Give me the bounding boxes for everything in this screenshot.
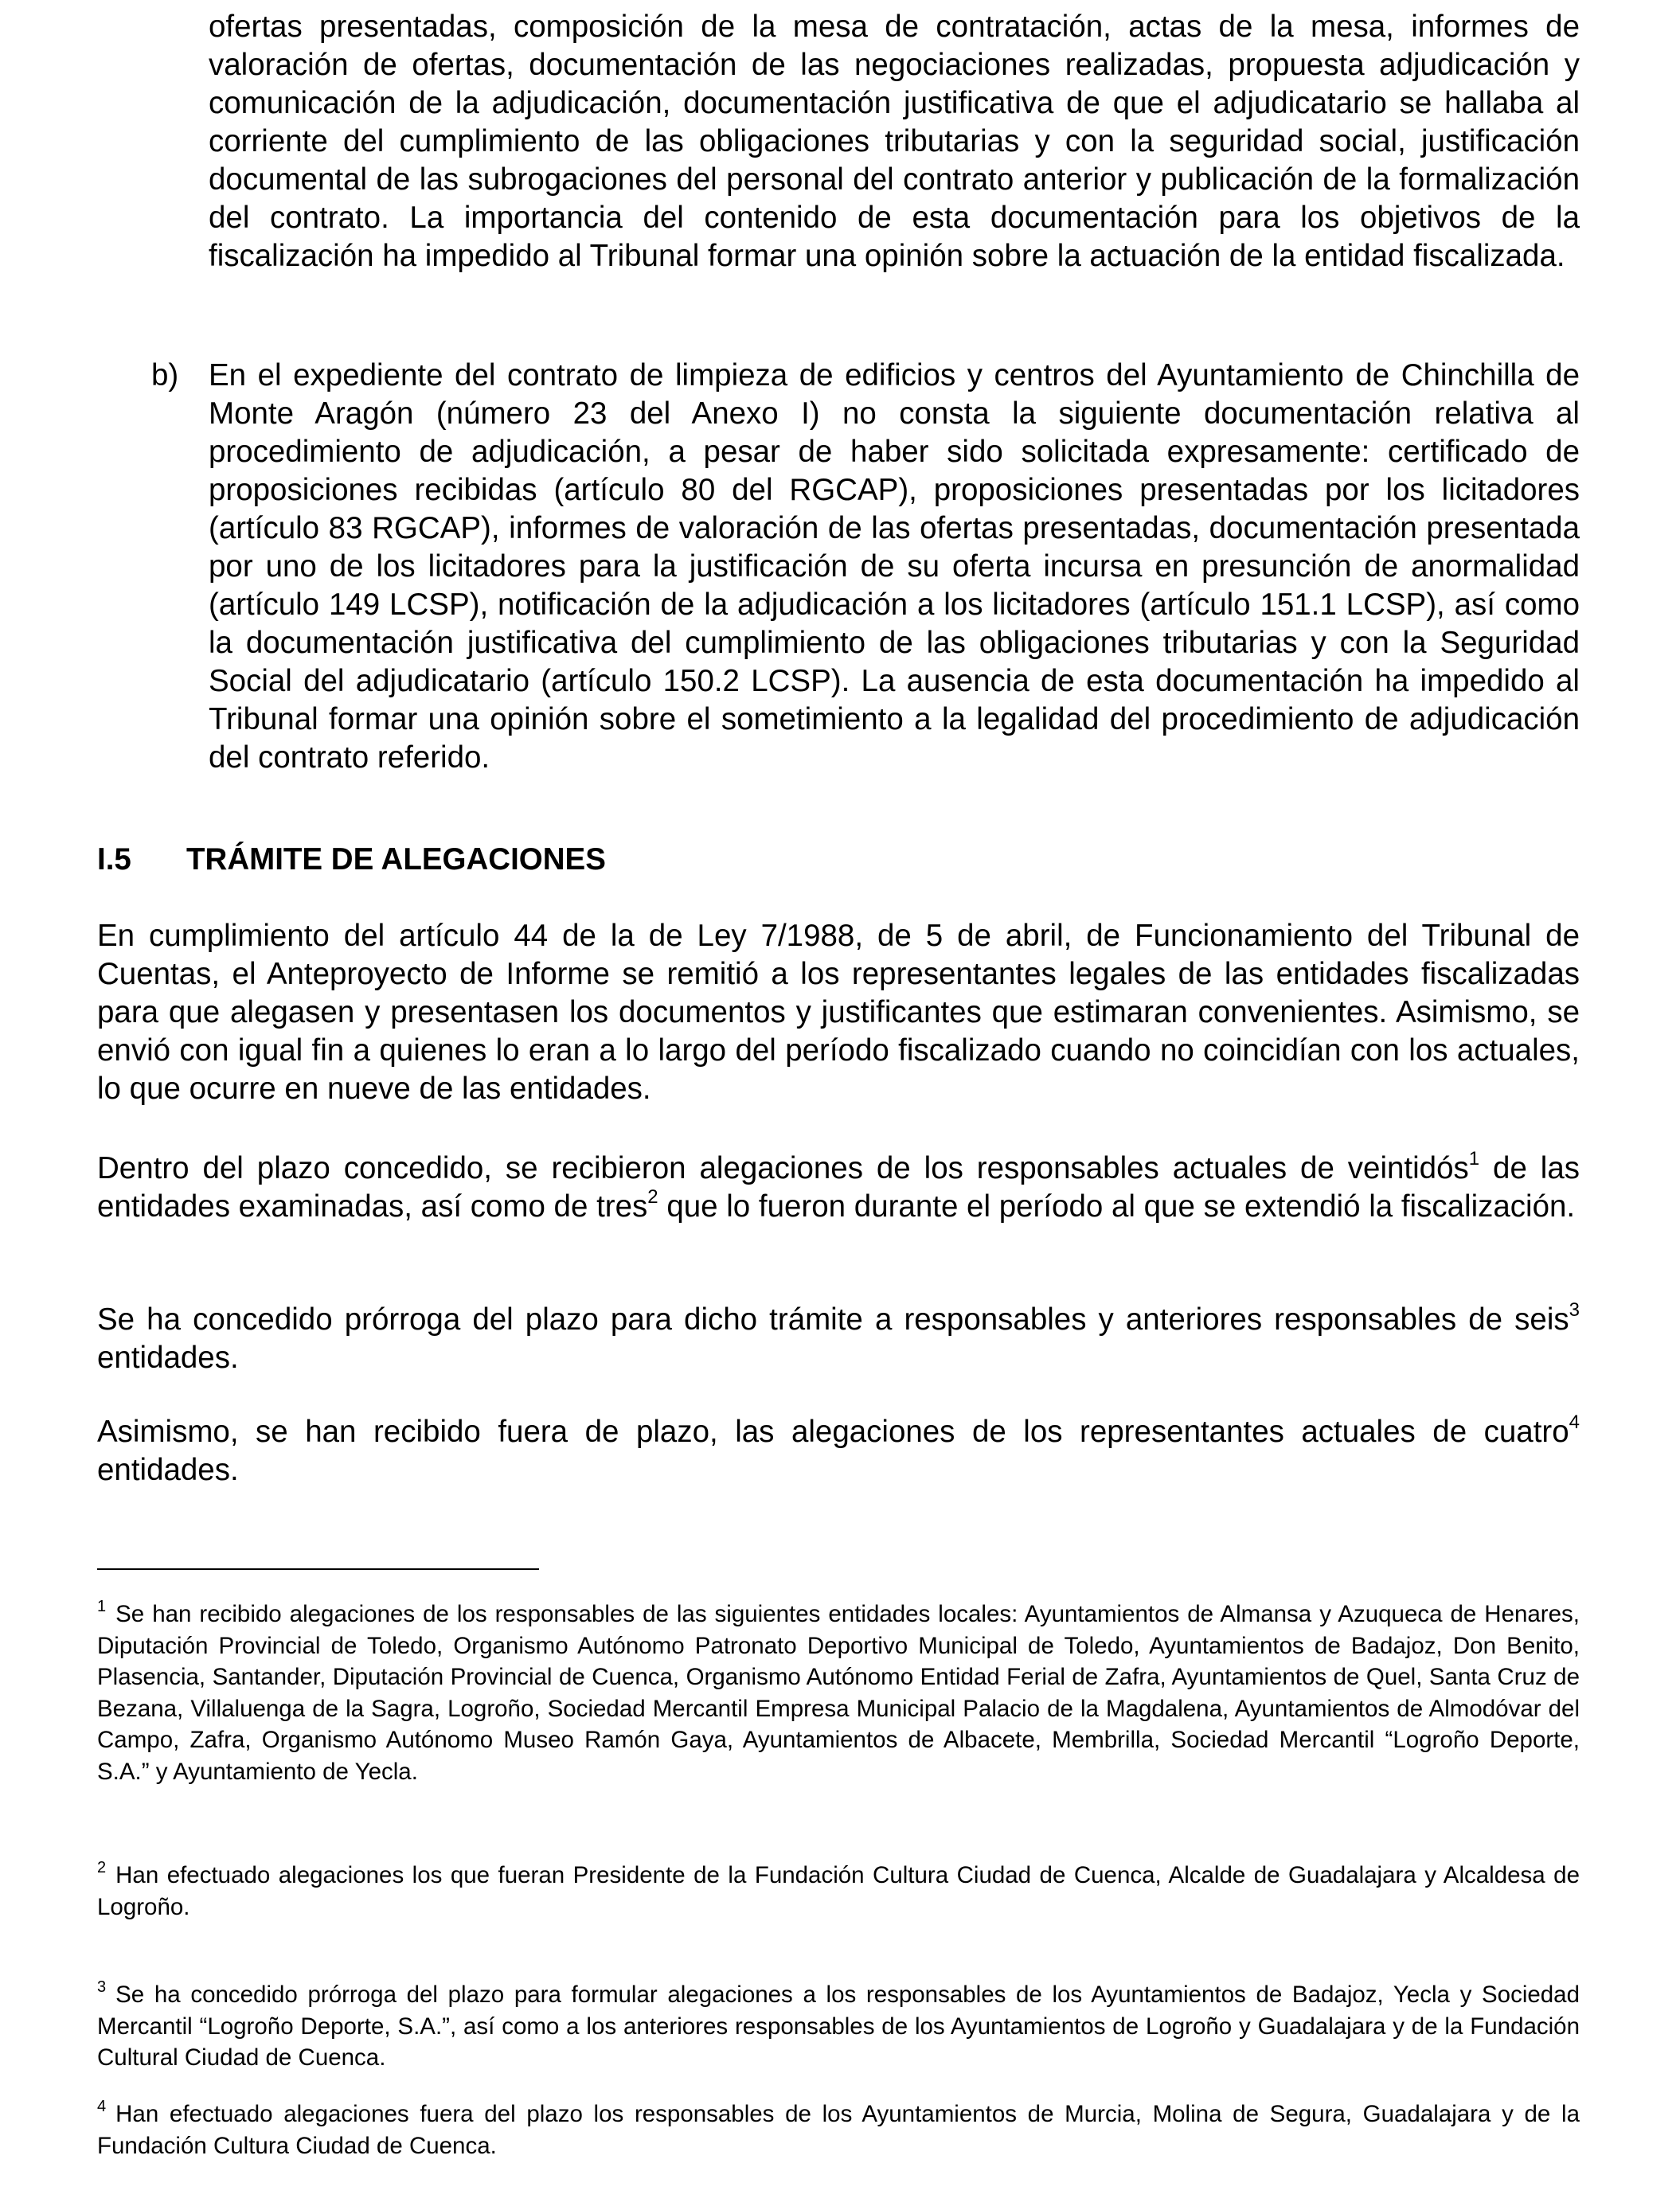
footnote-2 <box>97 1860 1580 1923</box>
footnote-1 <box>97 1599 1580 1787</box>
paragraph-4 <box>97 1413 1580 1490</box>
footnote-text: Han efectuado alegaciones fuera del plazo los responsables de los Ayuntamientos de Murcia, Molina de Segura, Guadalajara y de la Fundación Cultura Ciudad de Cuenca. <box>97 2101 1580 2159</box>
footnote-number: 3 <box>97 1978 107 1997</box>
paragraph-3 <box>97 1301 1580 1377</box>
footnote-ref-2[interactable]: 2 <box>647 1186 658 1208</box>
paragraph-2-part-c: que lo fueron durante el período al que se extendió la fiscalización. <box>658 1189 1576 1224</box>
footnote-ref-3[interactable]: 3 <box>1569 1299 1580 1322</box>
paragraph-4-part-b: entidades. <box>97 1453 239 1487</box>
footnote-text: Se han recibido alegaciones de los responsables de las siguientes entidades locales: Ayuntamientos de Almansa y Azuqueca de Henares, Diputación Provincial de Toledo, Organismo Autónomo Patronato Deportivo Municipal de Toledo, Ayuntamientos de Badajoz, Don Benito, Plasencia, Santander, Diputación Provincial de Cuenca, Organismo Autónomo Entidad Ferial de Zafra, Ayuntamientos de Quel, Santa Cruz de Bezana, Villaluenga de la Sagra, Logroño, Sociedad Mercantil Empresa Municipal Palacio de la Magdalena, Ayuntamientos de Almodóvar del Campo, Zafra, Organismo Autónomo Museo Ramón Gaya, Ayuntamientos de Albacete, Membrilla, Sociedad Mercantil “Logroño Deporte, S.A.” y Ayuntamiento de Yecla. <box>97 1601 1580 1785</box>
paragraph-3-part-a: Se ha concedido prórroga del plazo para dicho trámite a responsables y anteriores responsables de seis <box>97 1302 1569 1337</box>
footnote-number: 2 <box>97 1859 107 1877</box>
footnote-4 <box>97 2099 1580 2161</box>
section-heading <box>97 841 606 879</box>
footnote-ref-1[interactable]: 1 <box>1468 1148 1480 1170</box>
footnote-ref-4[interactable]: 4 <box>1569 1412 1580 1434</box>
list-item-b-text: En el expediente del contrato de limpieza de edificios y centros del Ayuntamiento de Chinchilla de Monte Aragón (número 23 del Anexo I) no consta la siguiente documentación relativa al procedimiento de adjudicación, a pesar de haber sido solicitada expresamente: certificado de proposiciones recibidas (artículo 80 del RGCAP), proposiciones presentadas por los licitadores (artículo 83 RGCAP), informes de valoración de las ofertas presentadas, documentación presentada por uno de los licitadores para la justificación de su oferta incursa en presunción de anormalidad (artículo 149 LCSP), notificación de la adjudicación a los licitadores (artículo 151.1 LCSP), así como la documentación justificativa del cumplimiento de las obligaciones tributarias y con la Seguridad Social del adjudicatario (artículo 150.2 LCSP). La ausencia de esta documentación ha impedido al Tribunal formar una opinión sobre el sometimiento a la legalidad del procedimiento de adjudicación del contrato referido. <box>209 358 1580 775</box>
paragraph-4-part-a: Asimismo, se han recibido fuera de plazo, las alegaciones de los representantes actuales de cuatro <box>97 1415 1569 1449</box>
list-item-marker: b) <box>151 358 179 392</box>
footnote-text: Se ha concedido prórroga del plazo para formular alegaciones a los responsables de los Ayuntamientos de Badajoz, Yecla y Sociedad Mercantil “Logroño Deporte, S.A.”, así como a los anteriores responsables de los Ayuntamientos de Logroño y Guadalajara y de la Fundación Cultural Ciudad de Cuenca. <box>97 1982 1580 2071</box>
continued-paragraph: ofertas presentadas, composición de la mesa de contratación, actas de la mesa, informes de valoración de ofertas, documentación de las negociaciones realizadas, propuesta adjudicación y comunicación de la adjudicación, documentación justificativa de que el adjudicatario se hallaba al corriente del cumplimiento de las obligaciones tributarias y con la seguridad social, justificación documental de las subrogaciones del personal del contrato anterior y publicación de la formalización del contrato. La importancia del contenido de esta documentación para los objetivos de la fiscalización ha impedido al Tribunal formar una opinión sobre la actuación de la entidad fiscalizada. <box>209 10 1580 273</box>
paragraph-2-part-a: Dentro del plazo concedido, se recibieron alegaciones de los responsables actuales de veintidós <box>97 1151 1469 1185</box>
footnote-number: 4 <box>97 2098 107 2116</box>
section-number: I.5 <box>97 842 131 877</box>
section-title: TRÁMITE DE ALEGACIONES <box>186 842 606 877</box>
paragraph-2 <box>97 1150 1580 1226</box>
paragraph-2-part-b: de las entidades examinadas, así como de tres <box>97 1151 1580 1224</box>
footnote-number: 1 <box>97 1598 107 1616</box>
footnote-3 <box>97 1979 1580 2074</box>
footnote-text: Han efectuado alegaciones los que fueran Presidente de la Fundación Cultura Ciudad de Cuenca, Alcalde de Guadalajara y Alcaldesa de Logroño. <box>97 1862 1580 1920</box>
footnote-separator <box>97 1568 539 1570</box>
paragraph-1: En cumplimiento del artículo 44 de la de Ley 7/1988, de 5 de abril, de Funcionamiento del Tribunal de Cuentas, el Anteproyecto de Informe se remitió a los representantes legales de las entidades fiscalizadas para que alegasen y presentasen los documentos y justificantes que estimaran convenientes. Asimismo, se envió con igual fin a quienes lo eran a lo largo del período fiscalizado cuando no coincidían con los actuales, lo que ocurre en nueve de las entidades. <box>97 919 1580 1106</box>
paragraph-3-part-b: entidades. <box>97 1341 239 1375</box>
